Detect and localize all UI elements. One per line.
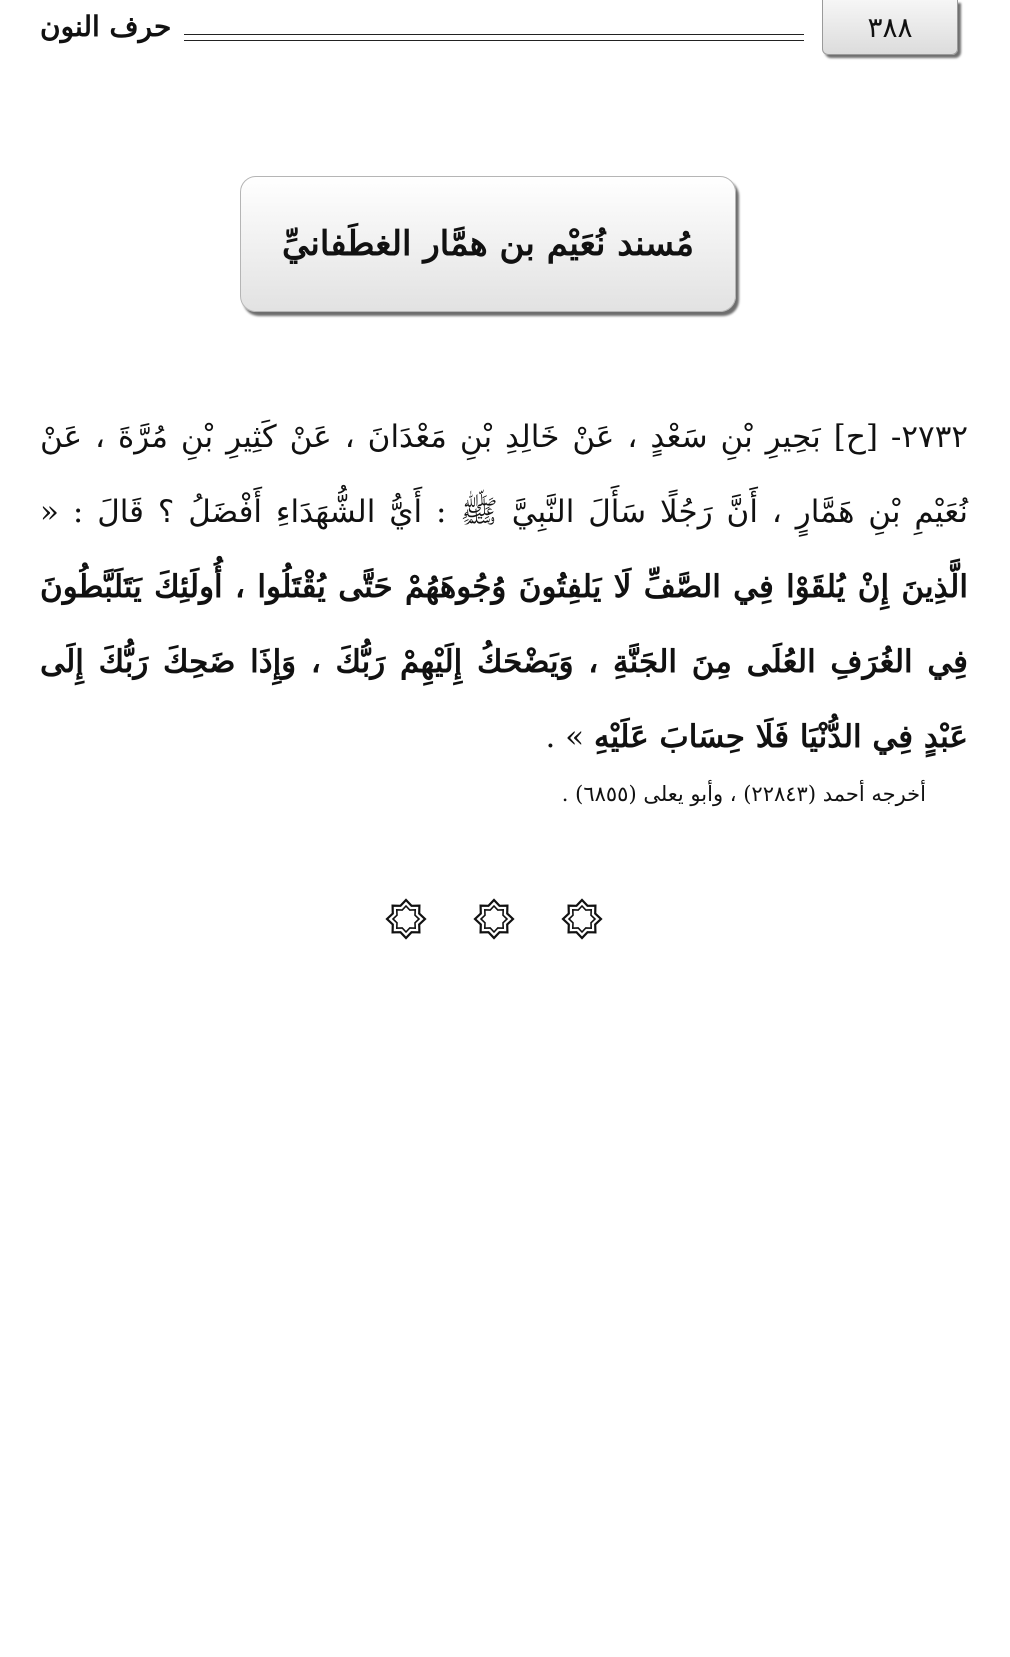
section-title-box [240,176,736,312]
hadith-isnad: ٢٧٣٢- [ح] بَحِيرِ بْنِ سَعْدٍ ، عَنْ خَالِدِ بْنِ مَعْدَانَ ، عَنْ كَثِيرِ بْنِ مُرَّةَ ، عَنْ نُعَيْمِ بْنِ هَمَّارٍ ، أَنَّ رَجُلًا سَأَلَ النَّبِيَّ ﷺ : أَيُّ الشُّهَدَاءِ أَفْضَلُ ؟ قَالَ : « [40,419,968,530]
page-number-box [822,0,958,55]
takhrij-footnote: أخرجه أحمد (٢٢٨٤٣) ، وأبو يعلى (٦٨٥٥) . [561,782,926,806]
page-number: ٣٨٨ [867,10,913,44]
header-rule-top [184,34,804,35]
octagram-star-icon [560,897,604,941]
chapter-title: حرف النون [40,10,172,43]
header-rule-bottom [184,40,804,41]
hadith-matn: الَّذِينَ إِنْ يُلقَوْا فِي الصَّفِّ لَا يَلفِتُونَ وُجُوهَهُمْ حَتَّى يُقْتَلُوا ، أُولَئِكَ يَتَلَبَّطُونَ فِي الغُرَفِ العُلَى مِنَ الجَنَّةِ ، وَيَضْحَكُ إِلَيْهِمْ رَبُّكَ ، وَإِذَا ضَحِكَ رَبُّكَ إِلَى عَبْدٍ فِي الدُّنْيَا فَلَا حِسَابَ عَلَيْهِ [40,569,968,755]
hadith-tail: » . [545,719,585,755]
hadith-text [40,400,968,775]
octagram-star-icon [472,897,516,941]
octagram-star-icon [384,897,428,941]
section-end-ornaments [384,894,604,944]
section-title: مُسند نُعَيْم بن همَّار الغطَفانيِّ [282,224,694,264]
